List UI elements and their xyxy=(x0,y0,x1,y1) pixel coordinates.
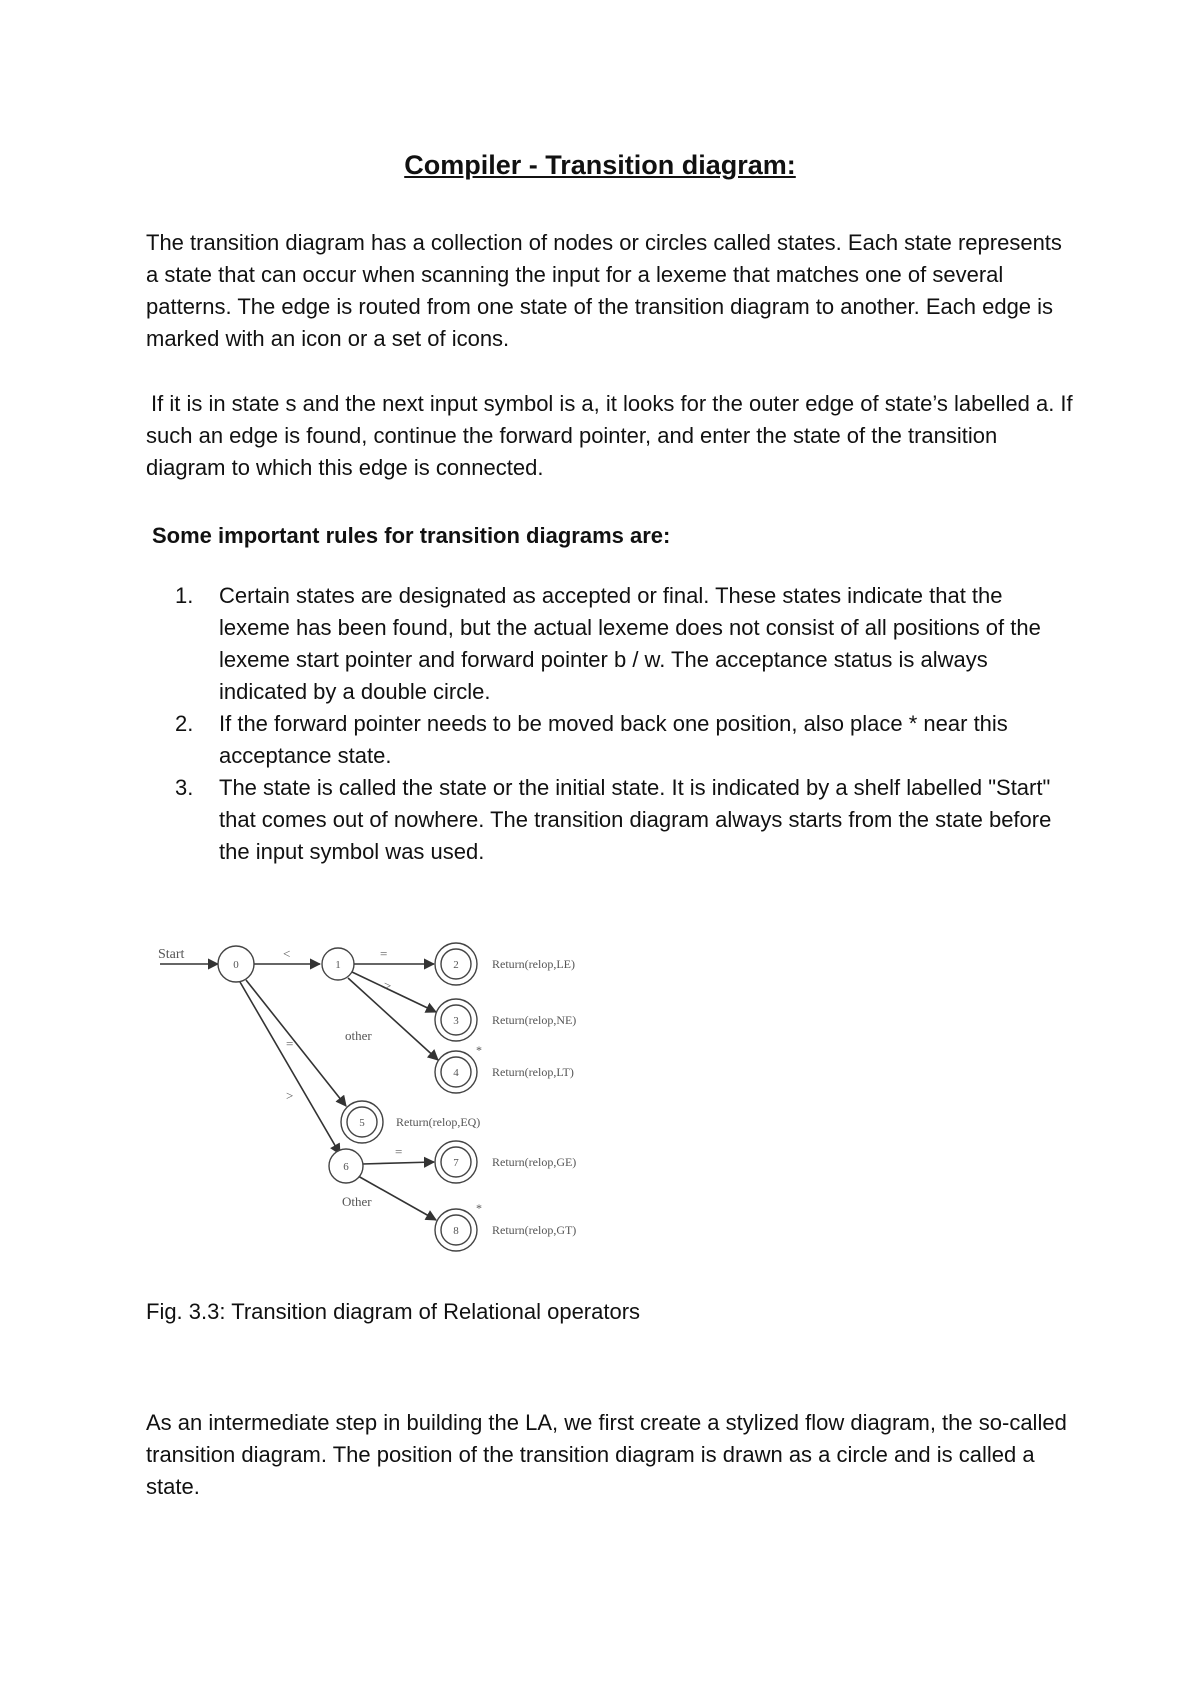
start-label: Start xyxy=(158,947,185,962)
state-6-number: 6 xyxy=(343,1161,349,1173)
edge-1-4 xyxy=(348,978,438,1060)
closing-paragraph: As an intermediate step in building the LA, we first create a stylized flow diagram, the so-called transition diagram. The position of the transition diagram is drawn as a circle and is called a state. xyxy=(146,1410,1067,1499)
transition-diagram xyxy=(140,920,640,1280)
state-8-number: 8 xyxy=(453,1225,459,1237)
edge-label-eq1: = xyxy=(380,946,388,961)
edge-0-6 xyxy=(240,982,340,1154)
state-3-number: 3 xyxy=(453,1015,459,1027)
rule-number: 1. xyxy=(175,583,194,608)
return-label-gt: Return(relop,GT) xyxy=(492,1223,577,1237)
star-mark-4: * xyxy=(476,1043,482,1057)
edge-0-5 xyxy=(246,980,346,1106)
state-7-number: 7 xyxy=(453,1157,459,1169)
edge-label-gt1: > xyxy=(384,978,392,993)
rules-list xyxy=(175,580,1075,868)
rule-item-1 xyxy=(175,580,1075,708)
return-label-ge: Return(relop,GE) xyxy=(492,1155,577,1169)
intro-paragraph: The transition diagram has a collection of nodes or circles called states. Each state represents a state that can occur when scanning the input for a lexeme that matches one of several patterns. The edge is routed from one state of the transition diagram to another. Each edge is marked with an icon or a set of icons. xyxy=(146,230,1062,351)
rule-text: The state is called the state or the initial state. It is indicated by a shelf labelled "Start" that comes out of nowhere. The transition diagram always starts from the state before the input symbol was used. xyxy=(219,775,1052,864)
rule-number: 2. xyxy=(175,711,194,736)
edge-6-7 xyxy=(362,1162,434,1164)
edge-1-3 xyxy=(352,972,436,1012)
state-0-number: 0 xyxy=(233,959,239,971)
figure-caption: Fig. 3.3: Transition diagram of Relational operators xyxy=(146,1299,641,1324)
edge-label-eq6: = xyxy=(395,1144,403,1159)
rules-heading: Some important rules for transition diagrams are: xyxy=(152,523,671,548)
return-label-eq: Return(relop,EQ) xyxy=(396,1115,481,1129)
edge-label-other6: Other xyxy=(342,1194,372,1209)
return-label-le: Return(relop,LE) xyxy=(492,957,575,971)
edge-label-other1: other xyxy=(345,1028,372,1043)
rule-item-2 xyxy=(175,708,1075,772)
return-label-lt: Return(relop,LT) xyxy=(492,1065,574,1079)
page-title: Compiler - Transition diagram: xyxy=(404,150,796,180)
state-rule-paragraph: If it is in state s and the next input symbol is a, it looks for the outer edge of state’s labelled a. If such an edge is found, continue the forward pointer, and enter the state of the transition diagram to which this edge is connected. xyxy=(146,391,1073,480)
state-4-number: 4 xyxy=(453,1067,459,1079)
edge-label-eq0: = xyxy=(286,1036,294,1051)
state-2-number: 2 xyxy=(453,959,459,971)
state-5-number: 5 xyxy=(359,1117,365,1129)
edge-label-gt0: > xyxy=(286,1088,294,1103)
rule-number: 3. xyxy=(175,775,194,800)
rule-text: If the forward pointer needs to be moved back one position, also place * near this acceptance state. xyxy=(219,711,1008,768)
rule-item-3 xyxy=(175,772,1075,868)
return-label-ne: Return(relop,NE) xyxy=(492,1013,577,1027)
edge-label-lt: < xyxy=(283,946,291,961)
star-mark-8: * xyxy=(476,1201,482,1215)
rule-text: Certain states are designated as accepted or final. These states indicate that the lexeme has been found, but the actual lexeme does not consist of all positions of the lexeme start pointer and forward pointer b / w. The acceptance status is always indicated by a double circle. xyxy=(219,583,1041,704)
state-1-number: 1 xyxy=(335,959,341,971)
